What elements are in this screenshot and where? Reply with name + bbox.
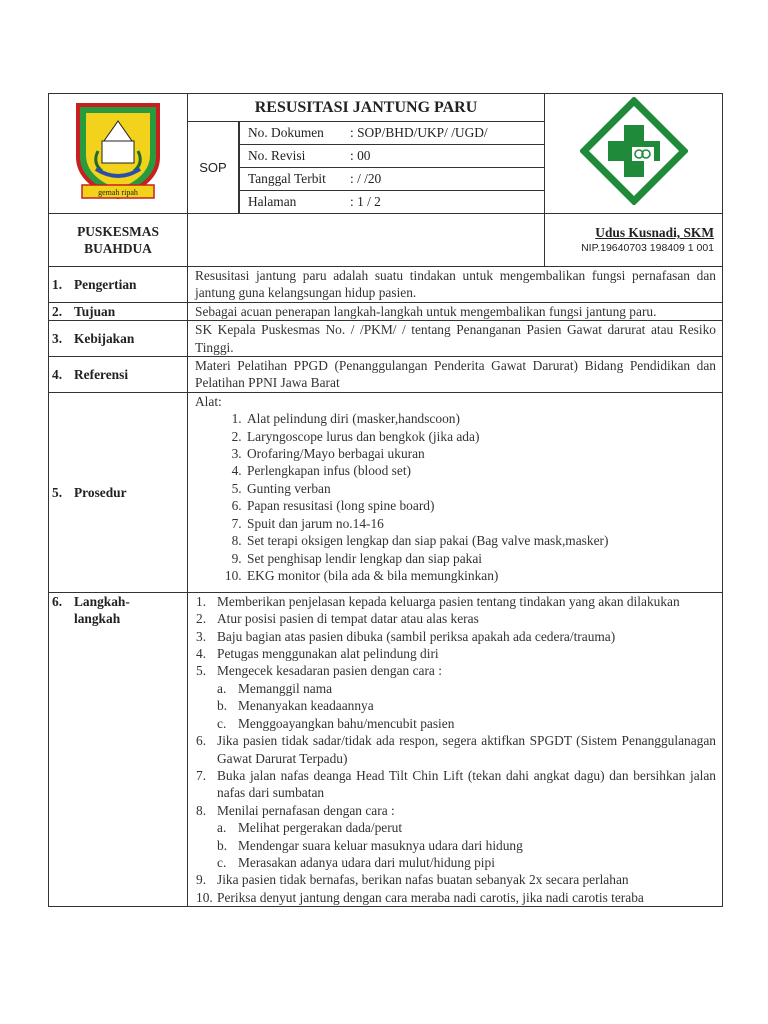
step-number: 4. xyxy=(196,646,207,662)
step-number: a. xyxy=(217,680,227,696)
info-row-tanggal: Tanggal Terbit : / /20 xyxy=(240,167,545,190)
step-number: 7. xyxy=(196,767,207,783)
signature-block xyxy=(545,214,723,267)
section-label-langkah: 6. Langkah-langkah xyxy=(49,592,188,906)
step-number: c. xyxy=(217,715,227,731)
step-text: Baju bagian atas pasien dibuka (sambil periksa apakah ada cedera/trauma) xyxy=(217,628,616,644)
step-item xyxy=(196,662,716,679)
step-item xyxy=(196,645,716,662)
sop-label: SOP xyxy=(188,122,239,214)
regency-emblem-icon xyxy=(72,99,164,203)
alat-list xyxy=(195,410,716,584)
section-label-tujuan: 2. Tujuan xyxy=(49,302,188,320)
logo-banner-text: gemah ripah xyxy=(98,188,138,198)
step-text: Jika pasien tidak bernafas, berikan nafas buatan sebanyak 2x secara perlahan xyxy=(217,872,629,888)
document-title: RESUSITASI JANTUNG PARU xyxy=(188,94,545,122)
sub-step-item xyxy=(196,697,716,714)
alat-item: 5. Gunting verban xyxy=(245,480,716,497)
sub-step-item xyxy=(196,819,716,836)
step-item xyxy=(196,802,716,819)
blank-cell xyxy=(188,214,545,267)
step-number: 3. xyxy=(196,628,207,644)
step-number: 9. xyxy=(196,872,207,888)
step-text: Memanggil nama xyxy=(238,680,333,696)
alat-item: 2. Laryngoscope lurus dan bengkok (jika ada) xyxy=(245,428,716,445)
step-item xyxy=(196,871,716,888)
alat-heading: Alat: xyxy=(195,393,222,409)
info-row-dokumen: No. Dokumen : SOP/BHD/UKP/ /UGD/ xyxy=(240,122,545,144)
step-number: 6. xyxy=(196,733,207,749)
info-row-halaman: Halaman : 1 / 2 xyxy=(240,190,545,213)
document-info-cell xyxy=(239,122,545,214)
step-item xyxy=(196,593,716,610)
regency-logo-cell xyxy=(49,94,188,214)
puskesmas-logo-icon xyxy=(580,97,688,205)
section-label-referensi: 4. Referensi xyxy=(49,357,188,393)
sub-step-item xyxy=(196,854,716,871)
step-number: 8. xyxy=(196,802,207,818)
sub-step-item xyxy=(196,680,716,697)
signer-name: Udus Kusnadi, SKM xyxy=(595,225,714,240)
step-item xyxy=(196,610,716,627)
step-number: 5. xyxy=(196,663,207,679)
step-number: 2. xyxy=(196,611,207,627)
step-text: Menilai pernafasan dengan cara : xyxy=(217,802,395,818)
step-text: Mengecek kesadaran pasien dengan cara : xyxy=(217,663,442,679)
section-label-kebijakan: 3. Kebijakan xyxy=(49,321,188,357)
step-item xyxy=(196,889,716,906)
step-text: Memberikan penjelasan kepada keluarga pasien tentang tindakan yang akan dilakukan xyxy=(217,593,680,609)
signer-nip: NIP.19640703 198409 1 001 xyxy=(581,242,714,254)
alat-item: 4. Perlengkapan infus (blood set) xyxy=(245,462,716,479)
step-number: b. xyxy=(217,698,228,714)
alat-item: 1. Alat pelindung diri (masker,handscoon) xyxy=(245,410,716,427)
alat-item: 6. Papan resusitasi (long spine board) xyxy=(245,497,716,514)
section-text-pengertian: Resusitasi jantung paru adalah suatu tindakan untuk mengembalikan fungsi pernafasan dan jantung guna kelangsungan hidup pasien. xyxy=(188,267,723,303)
alat-item: 10. EKG monitor (bila ada & bila memungkinkan) xyxy=(245,567,716,584)
info-row-revisi: No. Revisi : 00 xyxy=(240,144,545,167)
puskesmas-logo-cell xyxy=(545,94,723,214)
step-text: Melihat pergerakan dada/perut xyxy=(238,820,403,836)
steps-list xyxy=(196,593,716,906)
sub-step-item xyxy=(196,715,716,732)
sop-table xyxy=(48,93,723,907)
step-number: b. xyxy=(217,837,228,853)
step-number: 1. xyxy=(196,593,207,609)
step-number: a. xyxy=(217,820,227,836)
section-text-referensi: Materi Pelatihan PPGD (Penanggulangan Penderita Gawat Darurat) Bidang Pendidikan dan Pelatihan PPNI Jawa Barat xyxy=(188,357,723,393)
step-text: Jika pasien tidak sadar/tidak ada respon, segera aktifkan SPGDT (Sistem Penanggulanagan Gawat Darurat Terpadu) xyxy=(217,733,716,766)
section-label-pengertian: 1. Pengertian xyxy=(49,267,188,303)
step-item xyxy=(196,628,716,645)
step-text: Menanyakan keadaannya xyxy=(238,698,374,714)
step-text: Menggoayangkan bahu/mencubit pasien xyxy=(238,715,455,731)
step-text: Merasakan adanya udara dari mulut/hidung pipi xyxy=(238,854,495,870)
sop-document xyxy=(48,93,722,907)
document-info xyxy=(239,122,544,213)
sub-step-item xyxy=(196,837,716,854)
step-item xyxy=(196,767,716,802)
step-text: Atur posisi pasien di tempat datar atau alas keras xyxy=(217,611,479,627)
puskesmas-name: PUSKESMAS BUAHDUA xyxy=(49,214,188,267)
step-text: Petugas menggunakan alat pelindung diri xyxy=(217,646,439,662)
step-text: Buka jalan nafas deanga Head Tilt Chin Lift (tekan dahi angkat dagu) dan bersihkan jalan nafas dari sumbatan xyxy=(217,767,716,801)
alat-item: 3. Orofaring/Mayo berbagai ukuran xyxy=(245,445,716,462)
alat-item: 9. Set penghisap lendir lengkap dan siap pakai xyxy=(245,550,716,567)
alat-item: 8. Set terapi oksigen lengkap dan siap pakai (Bag valve mask,masker) xyxy=(245,532,716,549)
section-text-kebijakan: SK Kepala Puskesmas No. / /PKM/ / tentang Penanganan Pasien Gawat darurat atau Resiko Tinggi. xyxy=(188,321,723,357)
section-text-tujuan: Sebagai acuan penerapan langkah-langkah untuk mengembalikan fungsi jantung paru. xyxy=(188,302,723,320)
section-label-prosedur: 5. Prosedur xyxy=(49,392,188,592)
step-item xyxy=(196,732,716,767)
section-prosedur-content xyxy=(188,392,723,592)
alat-item: 7. Spuit dan jarum no.14-16 xyxy=(245,515,716,532)
step-text: Mendengar suara keluar masuknya udara dari hidung xyxy=(238,837,523,853)
step-text: Periksa denyut jantung dengan cara meraba nadi carotis, jika nadi carotis teraba xyxy=(217,889,644,905)
step-number: c. xyxy=(217,854,227,870)
section-langkah-content xyxy=(188,592,723,906)
step-number: 10. xyxy=(196,889,213,905)
